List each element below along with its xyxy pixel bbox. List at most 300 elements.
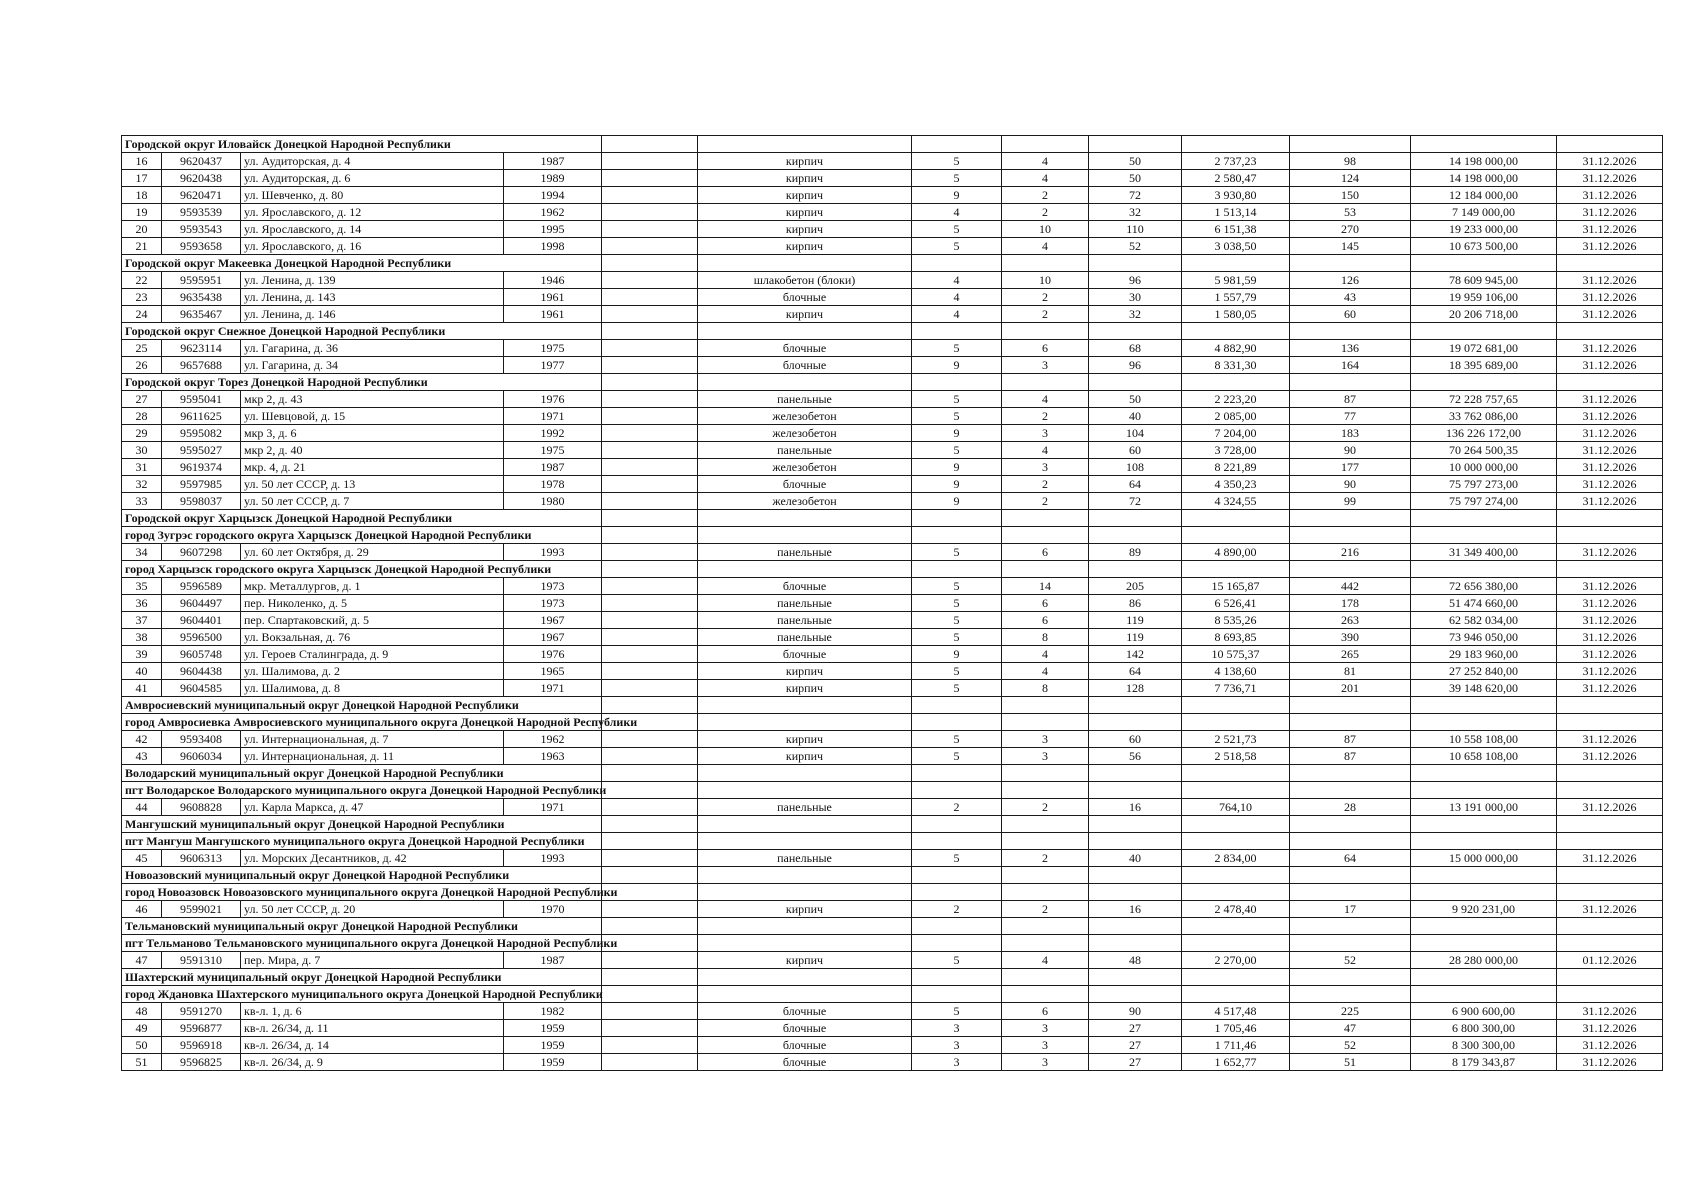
cost-value: 13 191 000,00 [1411, 799, 1557, 816]
entrances-count: 8 [1002, 629, 1089, 646]
blank-cell [602, 204, 698, 221]
apartments-count: 30 [1089, 289, 1182, 306]
blank-cell [602, 187, 698, 204]
address: кв-л. 26/34, д. 11 [241, 1020, 504, 1037]
address: кв-л. 26/34, д. 14 [241, 1037, 504, 1054]
object-id: 9591310 [162, 952, 241, 969]
blank-cell [602, 952, 698, 969]
row-number: 20 [122, 221, 162, 238]
empty-cell [1557, 323, 1663, 340]
empty-cell [912, 510, 1002, 527]
row-number: 19 [122, 204, 162, 221]
floors-count: 5 [912, 612, 1002, 629]
deadline-date: 31.12.2026 [1557, 221, 1663, 238]
entrances-count: 3 [1002, 425, 1089, 442]
floors-count: 5 [912, 391, 1002, 408]
address: мкр 2, д. 43 [241, 391, 504, 408]
year-built: 1971 [504, 799, 602, 816]
blank-cell [602, 170, 698, 187]
deadline-date: 31.12.2026 [1557, 391, 1663, 408]
cost-value: 14 198 000,00 [1411, 170, 1557, 187]
empty-cell [602, 323, 698, 340]
empty-cell [1002, 935, 1089, 952]
empty-cell [1290, 918, 1411, 935]
cost-value: 75 797 273,00 [1411, 476, 1557, 493]
empty-cell [1411, 867, 1557, 884]
wall-material: блочные [698, 1003, 912, 1020]
wall-material: блочные [698, 289, 912, 306]
empty-cell [1182, 935, 1290, 952]
empty-cell [912, 867, 1002, 884]
empty-cell [1182, 323, 1290, 340]
floors-count: 9 [912, 493, 1002, 510]
group-header-text: Городской округ Снежное Донецкой Народной Республики [125, 323, 446, 338]
wall-material: блочные [698, 1020, 912, 1037]
empty-cell [1557, 918, 1663, 935]
row-number: 30 [122, 442, 162, 459]
empty-cell [1557, 867, 1663, 884]
deadline-date: 31.12.2026 [1557, 612, 1663, 629]
floors-count: 5 [912, 442, 1002, 459]
blank-cell [602, 153, 698, 170]
residents-count: 178 [1290, 595, 1411, 612]
group-header-row [122, 697, 1663, 714]
floors-count: 5 [912, 850, 1002, 867]
object-id: 9595082 [162, 425, 241, 442]
year-built: 1946 [504, 272, 602, 289]
apartments-count: 110 [1089, 221, 1182, 238]
entrances-count: 4 [1002, 952, 1089, 969]
cost-value: 70 264 500,35 [1411, 442, 1557, 459]
year-built: 1959 [504, 1054, 602, 1071]
deadline-date: 31.12.2026 [1557, 459, 1663, 476]
deadline-date: 31.12.2026 [1557, 238, 1663, 255]
table-row [122, 1020, 1663, 1037]
residents-count: 265 [1290, 646, 1411, 663]
table-row [122, 544, 1663, 561]
empty-cell [1002, 255, 1089, 272]
empty-cell [1182, 918, 1290, 935]
empty-cell [698, 136, 912, 153]
table-row [122, 1054, 1663, 1071]
group-header-row [122, 833, 1663, 850]
empty-cell [1411, 561, 1557, 578]
residents-count: 390 [1290, 629, 1411, 646]
cost-value: 15 000 000,00 [1411, 850, 1557, 867]
apartments-count: 16 [1089, 799, 1182, 816]
cost-value: 75 797 274,00 [1411, 493, 1557, 510]
empty-cell [602, 816, 698, 833]
entrances-count: 6 [1002, 595, 1089, 612]
entrances-count: 3 [1002, 1037, 1089, 1054]
row-number: 47 [122, 952, 162, 969]
address: ул. Интернациональная, д. 7 [241, 731, 504, 748]
floors-count: 5 [912, 170, 1002, 187]
empty-cell [1089, 935, 1182, 952]
row-number: 34 [122, 544, 162, 561]
empty-cell [698, 884, 912, 901]
wall-material: кирпич [698, 170, 912, 187]
empty-cell [1182, 255, 1290, 272]
deadline-date: 31.12.2026 [1557, 629, 1663, 646]
empty-cell [912, 986, 1002, 1003]
empty-cell [1182, 833, 1290, 850]
empty-cell [602, 867, 698, 884]
object-id: 9599021 [162, 901, 241, 918]
wall-material: блочные [698, 578, 912, 595]
empty-cell [1089, 510, 1182, 527]
wall-material: панельные [698, 442, 912, 459]
deadline-date: 31.12.2026 [1557, 748, 1663, 765]
empty-cell [1002, 867, 1089, 884]
year-built: 1993 [504, 850, 602, 867]
group-header-cell [122, 884, 618, 901]
floors-count: 9 [912, 187, 1002, 204]
empty-cell [602, 697, 698, 714]
empty-cell [698, 374, 912, 391]
floors-count: 9 [912, 476, 1002, 493]
year-built: 1959 [504, 1037, 602, 1054]
address: пер. Спартаковский, д. 5 [241, 612, 504, 629]
deadline-date: 31.12.2026 [1557, 425, 1663, 442]
year-built: 1975 [504, 340, 602, 357]
year-built: 1992 [504, 425, 602, 442]
row-number: 25 [122, 340, 162, 357]
total-area: 1 711,46 [1182, 1037, 1290, 1054]
entrances-count: 10 [1002, 221, 1089, 238]
wall-material: кирпич [698, 680, 912, 697]
total-area: 1 580,05 [1182, 306, 1290, 323]
row-number: 21 [122, 238, 162, 255]
empty-cell [1411, 136, 1557, 153]
group-header-text: Володарский муниципальный округ Донецкой Народной Республики [125, 765, 504, 780]
address: ул. Ленина, д. 139 [241, 272, 504, 289]
entrances-count: 14 [1002, 578, 1089, 595]
floors-count: 5 [912, 544, 1002, 561]
table-row [122, 170, 1663, 187]
empty-cell [1089, 697, 1182, 714]
deadline-date: 31.12.2026 [1557, 340, 1663, 357]
apartments-count: 32 [1089, 204, 1182, 221]
blank-cell [602, 408, 698, 425]
cost-value: 6 900 600,00 [1411, 1003, 1557, 1020]
blank-cell [602, 493, 698, 510]
empty-cell [1182, 136, 1290, 153]
empty-cell [1182, 527, 1290, 544]
residents-count: 98 [1290, 153, 1411, 170]
empty-cell [602, 374, 698, 391]
blank-cell [602, 459, 698, 476]
floors-count: 5 [912, 1003, 1002, 1020]
wall-material: кирпич [698, 187, 912, 204]
group-header-row [122, 765, 1663, 782]
table-row [122, 221, 1663, 238]
group-header-cell [122, 969, 602, 986]
empty-cell [1002, 782, 1089, 799]
apartments-count: 72 [1089, 493, 1182, 510]
wall-material: блочные [698, 340, 912, 357]
blank-cell [602, 1003, 698, 1020]
object-id: 9605748 [162, 646, 241, 663]
empty-cell [698, 510, 912, 527]
empty-cell [1182, 969, 1290, 986]
entrances-count: 6 [1002, 612, 1089, 629]
deadline-date: 31.12.2026 [1557, 1037, 1663, 1054]
table-row [122, 1003, 1663, 1020]
empty-cell [1089, 816, 1182, 833]
floors-count: 5 [912, 663, 1002, 680]
empty-cell [1089, 765, 1182, 782]
empty-cell [912, 714, 1002, 731]
address: мкр 2, д. 40 [241, 442, 504, 459]
apartments-count: 96 [1089, 357, 1182, 374]
empty-cell [1002, 969, 1089, 986]
object-id: 9623114 [162, 340, 241, 357]
wall-material: панельные [698, 612, 912, 629]
row-number: 27 [122, 391, 162, 408]
apartments-count: 68 [1089, 340, 1182, 357]
empty-cell [698, 816, 912, 833]
empty-cell [1411, 510, 1557, 527]
address: ул. 50 лет СССР, д. 7 [241, 493, 504, 510]
object-id: 9611625 [162, 408, 241, 425]
year-built: 1971 [504, 680, 602, 697]
row-number: 41 [122, 680, 162, 697]
total-area: 6 526,41 [1182, 595, 1290, 612]
deadline-date: 31.12.2026 [1557, 493, 1663, 510]
blank-cell [602, 391, 698, 408]
empty-cell [1411, 986, 1557, 1003]
wall-material: панельные [698, 799, 912, 816]
year-built: 1977 [504, 357, 602, 374]
group-header-text: Амвросиевский муниципальный округ Донецкой Народной Республики [125, 697, 519, 712]
group-header-row [122, 867, 1663, 884]
address: мкр 3, д. 6 [241, 425, 504, 442]
group-header-row [122, 816, 1663, 833]
empty-cell [1290, 765, 1411, 782]
group-header-text: город Харцызск городского округа Харцызск Донецкой Народной Республики [125, 561, 552, 576]
row-number: 23 [122, 289, 162, 306]
cost-value: 73 946 050,00 [1411, 629, 1557, 646]
apartments-count: 108 [1089, 459, 1182, 476]
cost-value: 20 206 718,00 [1411, 306, 1557, 323]
table-row [122, 680, 1663, 697]
table-row [122, 459, 1663, 476]
apartments-count: 119 [1089, 612, 1182, 629]
total-area: 7 736,71 [1182, 680, 1290, 697]
entrances-count: 2 [1002, 187, 1089, 204]
apartments-count: 64 [1089, 663, 1182, 680]
empty-cell [1290, 833, 1411, 850]
apartments-count: 142 [1089, 646, 1182, 663]
blank-cell [602, 1054, 698, 1071]
deadline-date: 31.12.2026 [1557, 663, 1663, 680]
empty-cell [912, 918, 1002, 935]
address: ул. 50 лет СССР, д. 20 [241, 901, 504, 918]
empty-cell [602, 765, 698, 782]
wall-material: панельные [698, 391, 912, 408]
empty-cell [1290, 884, 1411, 901]
floors-count: 2 [912, 901, 1002, 918]
floors-count: 9 [912, 357, 1002, 374]
empty-cell [1411, 527, 1557, 544]
wall-material: кирпич [698, 952, 912, 969]
deadline-date: 31.12.2026 [1557, 731, 1663, 748]
empty-cell [1002, 765, 1089, 782]
address: ул. Гагарина, д. 34 [241, 357, 504, 374]
row-number: 24 [122, 306, 162, 323]
empty-cell [912, 833, 1002, 850]
residents-count: 81 [1290, 663, 1411, 680]
empty-cell [1411, 782, 1557, 799]
group-header-cell [122, 867, 602, 884]
total-area: 7 204,00 [1182, 425, 1290, 442]
empty-cell [1002, 323, 1089, 340]
wall-material: железобетон [698, 493, 912, 510]
residents-count: 270 [1290, 221, 1411, 238]
table-row [122, 272, 1663, 289]
object-id: 9604585 [162, 680, 241, 697]
deadline-date: 31.12.2026 [1557, 153, 1663, 170]
apartments-count: 72 [1089, 187, 1182, 204]
object-id: 9593539 [162, 204, 241, 221]
floors-count: 5 [912, 408, 1002, 425]
entrances-count: 3 [1002, 731, 1089, 748]
residents-count: 177 [1290, 459, 1411, 476]
total-area: 3 038,50 [1182, 238, 1290, 255]
cost-value: 19 072 681,00 [1411, 340, 1557, 357]
object-id: 9591270 [162, 1003, 241, 1020]
cost-value: 19 959 106,00 [1411, 289, 1557, 306]
cost-value: 27 252 840,00 [1411, 663, 1557, 680]
cost-value: 18 395 689,00 [1411, 357, 1557, 374]
empty-cell [1089, 782, 1182, 799]
row-number: 49 [122, 1020, 162, 1037]
table-row [122, 629, 1663, 646]
cost-value: 19 233 000,00 [1411, 221, 1557, 238]
group-header-cell [122, 136, 602, 153]
empty-cell [1557, 765, 1663, 782]
floors-count: 4 [912, 272, 1002, 289]
group-header-row [122, 884, 1663, 901]
empty-cell [1182, 884, 1290, 901]
entrances-count: 3 [1002, 1020, 1089, 1037]
object-id: 9608828 [162, 799, 241, 816]
cost-value: 51 474 660,00 [1411, 595, 1557, 612]
total-area: 6 151,38 [1182, 221, 1290, 238]
address: кв-л. 26/34, д. 9 [241, 1054, 504, 1071]
empty-cell [1002, 714, 1089, 731]
row-number: 43 [122, 748, 162, 765]
total-area: 2 580,47 [1182, 170, 1290, 187]
total-area: 4 517,48 [1182, 1003, 1290, 1020]
apartments-count: 52 [1089, 238, 1182, 255]
apartments-count: 60 [1089, 442, 1182, 459]
row-number: 32 [122, 476, 162, 493]
table-row [122, 646, 1663, 663]
empty-cell [698, 697, 912, 714]
blank-cell [602, 221, 698, 238]
empty-cell [1182, 986, 1290, 1003]
object-id: 9593408 [162, 731, 241, 748]
empty-cell [1290, 136, 1411, 153]
wall-material: железобетон [698, 459, 912, 476]
row-number: 45 [122, 850, 162, 867]
empty-cell [912, 527, 1002, 544]
group-header-row [122, 969, 1663, 986]
residents-count: 145 [1290, 238, 1411, 255]
entrances-count: 4 [1002, 153, 1089, 170]
year-built: 1967 [504, 629, 602, 646]
group-header-text: Новоазовский муниципальный округ Донецкой Народной Республики [125, 867, 510, 882]
entrances-count: 4 [1002, 646, 1089, 663]
table-row [122, 952, 1663, 969]
object-id: 9635438 [162, 289, 241, 306]
address: пер. Мира, д. 7 [241, 952, 504, 969]
total-area: 2 478,40 [1182, 901, 1290, 918]
total-area: 4 138,60 [1182, 663, 1290, 680]
empty-cell [698, 714, 912, 731]
group-header-cell [122, 765, 602, 782]
residents-count: 53 [1290, 204, 1411, 221]
year-built: 1987 [504, 153, 602, 170]
table-row [122, 442, 1663, 459]
empty-cell [602, 918, 698, 935]
group-header-row [122, 136, 1663, 153]
cost-value: 28 280 000,00 [1411, 952, 1557, 969]
group-header-cell [122, 510, 602, 527]
total-area: 10 575,37 [1182, 646, 1290, 663]
cost-value: 10 000 000,00 [1411, 459, 1557, 476]
table-row [122, 391, 1663, 408]
empty-cell [1290, 374, 1411, 391]
empty-cell [1290, 816, 1411, 833]
total-area: 3 728,00 [1182, 442, 1290, 459]
empty-cell [698, 833, 912, 850]
floors-count: 9 [912, 459, 1002, 476]
entrances-count: 3 [1002, 459, 1089, 476]
empty-cell [1557, 833, 1663, 850]
object-id: 9606034 [162, 748, 241, 765]
empty-cell [698, 323, 912, 340]
group-header-cell [122, 935, 618, 952]
floors-count: 4 [912, 204, 1002, 221]
floors-count: 5 [912, 629, 1002, 646]
object-id: 9595027 [162, 442, 241, 459]
row-number: 18 [122, 187, 162, 204]
address: ул. Героев Сталинграда, д. 9 [241, 646, 504, 663]
deadline-date: 31.12.2026 [1557, 408, 1663, 425]
empty-cell [698, 935, 912, 952]
wall-material: кирпич [698, 153, 912, 170]
group-header-text: Городской округ Макеевка Донецкой Народной Республики [125, 255, 452, 270]
row-number: 44 [122, 799, 162, 816]
address: ул. Ярославского, д. 14 [241, 221, 504, 238]
apartments-count: 27 [1089, 1020, 1182, 1037]
group-header-cell [122, 561, 602, 578]
entrances-count: 2 [1002, 901, 1089, 918]
entrances-count: 2 [1002, 493, 1089, 510]
group-header-row [122, 714, 1663, 731]
empty-cell [1411, 816, 1557, 833]
blank-cell [602, 1037, 698, 1054]
entrances-count: 4 [1002, 391, 1089, 408]
empty-cell [1182, 510, 1290, 527]
row-number: 36 [122, 595, 162, 612]
empty-cell [1290, 986, 1411, 1003]
group-header-text: пгт Володарское Володарского муниципального округа Донецкой Народной Республики [125, 782, 607, 797]
empty-cell [1002, 884, 1089, 901]
